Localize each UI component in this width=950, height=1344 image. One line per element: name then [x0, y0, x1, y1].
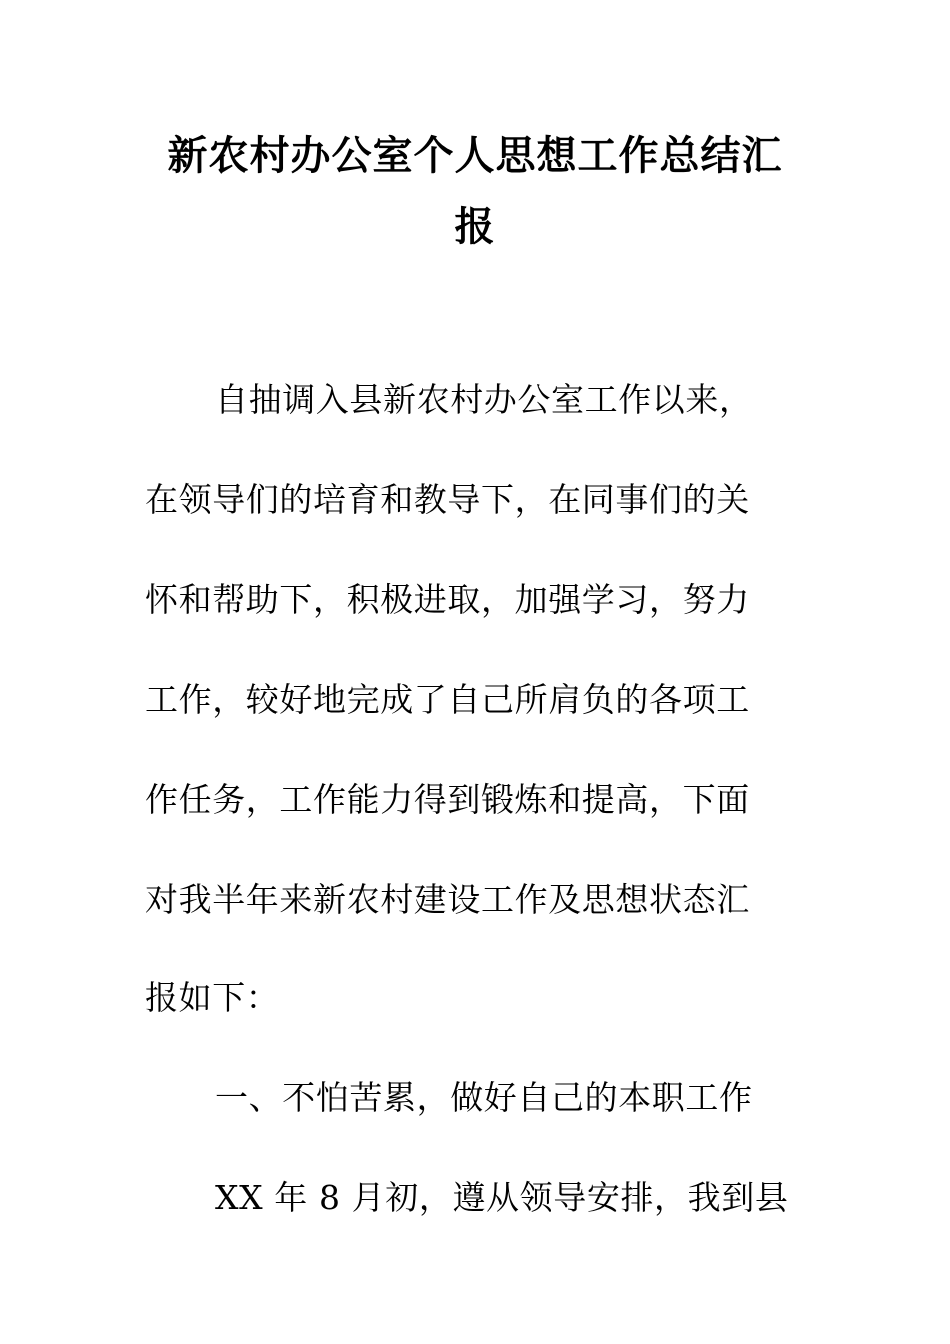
body-line-6: 对我半年来新农村建设工作及思想状态汇: [145, 880, 750, 919]
document-title-line-2: 报: [454, 203, 496, 250]
body-line-1: 自抽调入县新农村办公室工作以来，: [215, 380, 753, 419]
body-line-2: 在领导们的培育和教导下，在同事们的关: [145, 480, 750, 519]
section-heading-1: 一、不怕苦累，做好自己的本职工作: [215, 1078, 753, 1117]
body-line-5: 作任务，工作能力得到锻炼和提高，下面: [145, 780, 750, 819]
body-line-9: XX 年 8 月初，遵从领导安排，我到县: [215, 1178, 789, 1217]
body-line-3: 怀和帮助下，积极进取，加强学习，努力: [145, 580, 750, 619]
body-line-7: 报如下：: [145, 978, 280, 1017]
document-title-line-1: 新农村办公室个人思想工作总结汇: [167, 132, 783, 179]
body-line-4: 工作，较好地完成了自己所肩负的各项工: [145, 680, 750, 719]
